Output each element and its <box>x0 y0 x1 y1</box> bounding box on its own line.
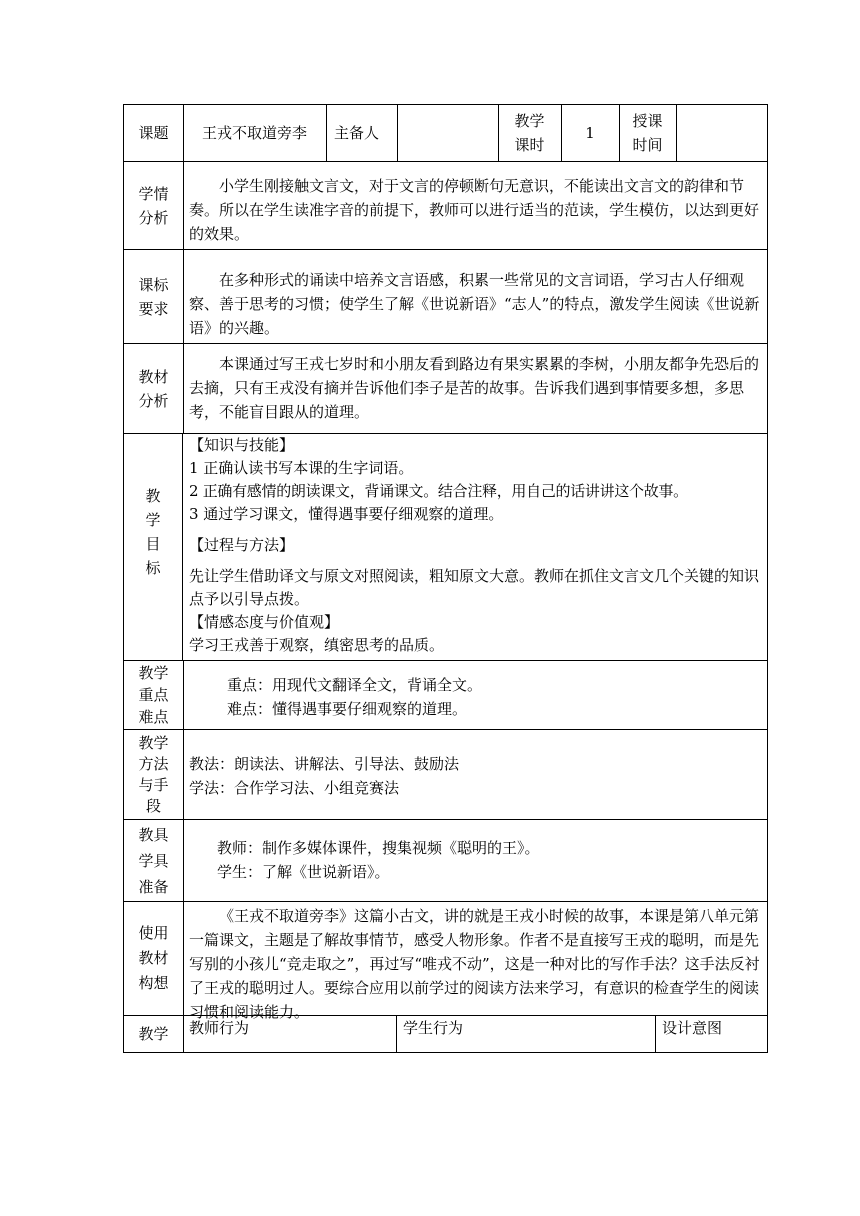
methods-row <box>123 729 768 819</box>
header-row <box>123 104 768 161</box>
student-prep: 学生：了解《世说新语》。 <box>217 863 390 881</box>
lesson-title: 王戎不取道旁李 <box>183 105 327 161</box>
preparer-label: 主备人 <box>326 105 398 161</box>
student-behavior-header: 学生行为 <box>397 1016 656 1052</box>
key-points-label: 教学 重点 难点 <box>124 661 184 729</box>
emotion-heading: 【情感态度与价值观】 <box>189 613 340 631</box>
preparer-value <box>398 105 499 161</box>
process-heading: 【过程与方法】 <box>189 536 295 554</box>
goals-row <box>123 433 768 660</box>
standard-label: 课标 要求 <box>124 250 184 343</box>
subject-label: 课题 <box>124 105 184 161</box>
process-text: 先让学生借助译文与原文对照阅读，粗知原文大意。教师在抓住文言文几个关键的知识点予以引导点拨。 <box>189 567 760 608</box>
time-value <box>676 105 767 161</box>
process-label: 教学 <box>124 1016 184 1052</box>
goals-label: 教 学 目 标 <box>124 434 183 660</box>
goal-1: 1 正确认读书写本课的生字词语。 <box>189 459 414 477</box>
concept-label: 使用 教材 构想 <box>124 902 184 1015</box>
standard-row <box>123 249 768 343</box>
emotion-text: 学习王戎善于观察，缜密思考的品质。 <box>189 636 445 654</box>
standard-text: 在多种形式的诵读中培养文言语感，积累一些常见的文言词语，学习古人仔细观察、善于思考的习惯；使学生了解《世说新语》“志人”的特点，激发学生阅读《世说新语》的兴趣。 <box>189 271 760 337</box>
knowledge-heading: 【知识与技能】 <box>189 436 295 454</box>
material-row <box>123 343 768 433</box>
hours-label: 教学 课时 <box>498 105 562 161</box>
key-points-row <box>123 660 768 729</box>
material-label: 教材 分析 <box>124 344 184 433</box>
lesson-plan-table <box>123 104 768 1053</box>
goal-2: 2 正确有感情的朗读课文，背诵课文。结合注释，用自己的话讲讲这个故事。 <box>189 482 688 500</box>
prep-label: 教具 学具 准备 <box>124 820 184 901</box>
teacher-behavior-header: 教师行为 <box>183 1016 397 1052</box>
teaching-methods: 教法：朗读法、讲解法、引导法、鼓励法 <box>189 755 460 773</box>
prep-row <box>123 819 768 901</box>
difficult-point: 难点：懂得遇事要仔细观察的道理。 <box>227 700 468 718</box>
design-intent-header: 设计意图 <box>662 1019 723 1037</box>
methods-label: 教学 方法 与手 段 <box>124 730 184 819</box>
hours-value: 1 <box>561 105 620 161</box>
goal-3: 3 通过学习课文，懂得遇事要仔细观察的道理。 <box>189 505 504 523</box>
student-analysis-label: 学情 分析 <box>124 162 184 249</box>
material-text: 本课通过写王戎七岁时和小朋友看到路边有果实累累的李树，小朋友都争先恐后的去摘，只有王戎没有摘并告诉他们李子是苦的故事。告诉我们遇到事情要多想，多思考，不能盲目跟从的道理。 <box>189 355 760 421</box>
time-label: 授课 时间 <box>619 105 677 161</box>
student-analysis-text: 小学生刚接触文言文，对于文言的停顿断句无意识，不能读出文言文的韵律和节奏。所以在学生读准字音的前提下，教师可以进行适当的范读，学生模仿，以达到更好的效果。 <box>189 177 760 243</box>
key-point: 重点：用现代文翻译全文，背诵全文。 <box>227 676 483 694</box>
concept-row <box>123 901 768 1021</box>
learning-methods: 学法：合作学习法、小组竞赛法 <box>189 779 400 797</box>
student-analysis-row <box>123 161 768 249</box>
process-header-row <box>123 1015 768 1053</box>
teacher-prep: 教师：制作多媒体课件，搜集视频《聪明的王》。 <box>217 839 540 857</box>
concept-text: 《王戎不取道旁李》这篇小古文，讲的就是王戎小时候的故事，本课是第八单元第一篇课文，主题是了解故事情节，感受人物形象。作者不是直接写王戎的聪明，而是先写别的小孩儿“竞走取之”，再过写“唯戎不动”，这是一种对比的写作手法？这手法反衬了王戎的聪明过人。要综合应用以前学过的阅读方法来学习，有意识的检查学生的阅读习惯和阅读能力。 <box>189 907 760 1021</box>
